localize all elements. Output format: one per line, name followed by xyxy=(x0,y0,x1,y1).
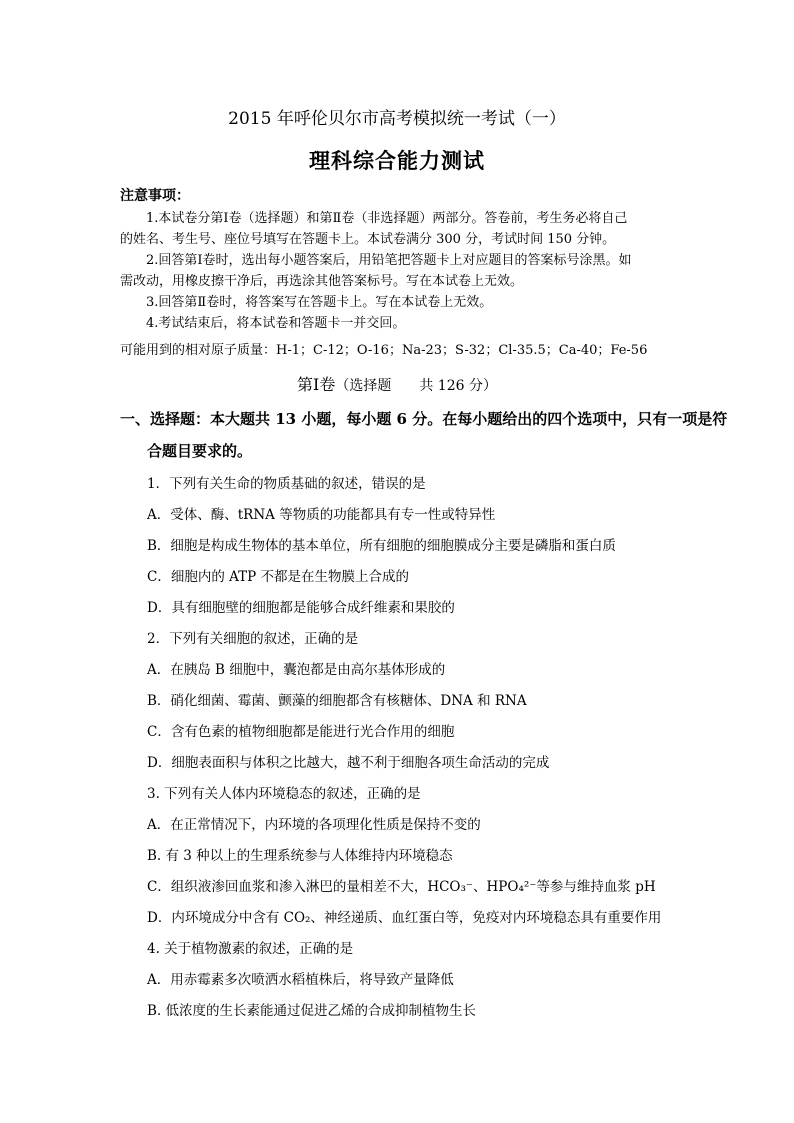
notice-line: 4.考试结束后，将本试卷和答题卡一并交回。 xyxy=(146,316,406,331)
atomic-masses: 可能用到的相对原子质量：H-1；C-12；O-16；Na-23；S-32；Cl-35.5；Ca-40；Fe-56 xyxy=(120,343,648,358)
question-line: 4. 关于植物激素的叙述，正确的是 xyxy=(147,941,354,957)
question-line: C．组织液渗回血浆和渗入淋巴的量相差不大，HCO₃⁻、HPO₄²⁻等参与维持血浆 pH xyxy=(147,879,656,895)
section-heading-line2: 合题目要求的。 xyxy=(147,442,253,460)
question-line: D．内环境成分中含有 CO₂、神经递质、血红蛋白等，免疫对内环境稳态具有重要作用 xyxy=(147,910,662,926)
notice-line: 需改动，用橡皮擦干净后，再选涂其他答案标号。写在本试卷上无效。 xyxy=(120,274,524,289)
question-line: B. 低浓度的生长素能通过促进乙烯的合成抑制植物生长 xyxy=(147,1003,477,1019)
part-sublabel: （选择题 共 126 分） xyxy=(335,378,497,394)
question-line: C．细胞内的 ATP 不都是在生物膜上合成的 xyxy=(147,569,410,585)
question-line: B．硝化细菌、霉菌、颤藻的细胞都含有核糖体、DNA 和 RNA xyxy=(147,693,527,709)
question-line: 3. 下列有关人体内环境稳态的叙述，正确的是 xyxy=(147,786,421,802)
part-label: 第Ⅰ卷 xyxy=(297,375,336,394)
section-heading-line1: 一、选择题：本大题共 13 小题，每小题 6 分。在每小题给出的四个选项中，只有一项是符 xyxy=(120,410,728,428)
question-line: A．受体、酶、tRNA 等物质的功能都具有专一性或特异性 xyxy=(147,507,496,523)
question-line: A．用赤霉素多次喷洒水稻植株后，将导致产量降低 xyxy=(147,972,454,988)
question-line: B. 有 3 种以上的生理系统参与人体维持内环境稳态 xyxy=(147,848,453,864)
notice-line: 3.回答第Ⅱ卷时，将答案写在答题卡上。写在本试卷上无效。 xyxy=(146,295,493,310)
question-line: 2．下列有关细胞的叙述，正确的是 xyxy=(147,631,359,647)
notice-line: 1.本试卷分第Ⅰ卷（选择题）和第Ⅱ卷（非选择题）两部分。答卷前，考生务必将自己 xyxy=(146,211,628,226)
notice-block xyxy=(120,208,680,334)
question-line: A．在正常情况下，内环境的各项理化性质是保持不变的 xyxy=(147,817,481,833)
page-subtitle: 理科综合能力测试 xyxy=(309,148,485,173)
question-line: D．具有细胞壁的细胞都是能够合成纤维素和果胶的 xyxy=(147,600,455,616)
question-line: D．细胞表面积与体积之比越大，越不利于细胞各项生命活动的完成 xyxy=(147,755,550,771)
page-title: 2015 年呼伦贝尔市高考模拟统一考试（一） xyxy=(228,109,566,129)
question-line: A．在胰岛 B 细胞中，囊泡都是由高尔基体形成的 xyxy=(147,662,446,678)
question-line: C．含有色素的植物细胞都是能进行光合作用的细胞 xyxy=(147,724,455,740)
question-line: 1．下列有关生命的物质基础的叙述，错误的是 xyxy=(147,476,426,492)
question-line: B．细胞是构成生物体的基本单位，所有细胞的细胞膜成分主要是磷脂和蛋白质 xyxy=(147,538,616,554)
notice-line: 的姓名、考生号、座位号填写在答题卡上。本试卷满分 300 分，考试时间 150 分钟。 xyxy=(120,232,616,247)
part-heading xyxy=(0,372,794,395)
notice-line: 2.回答第Ⅰ卷时，选出每小题答案后，用铅笔把答题卡上对应题目的答案标号涂黑。如 xyxy=(146,253,632,268)
notice-heading: 注意事项： xyxy=(120,188,190,204)
